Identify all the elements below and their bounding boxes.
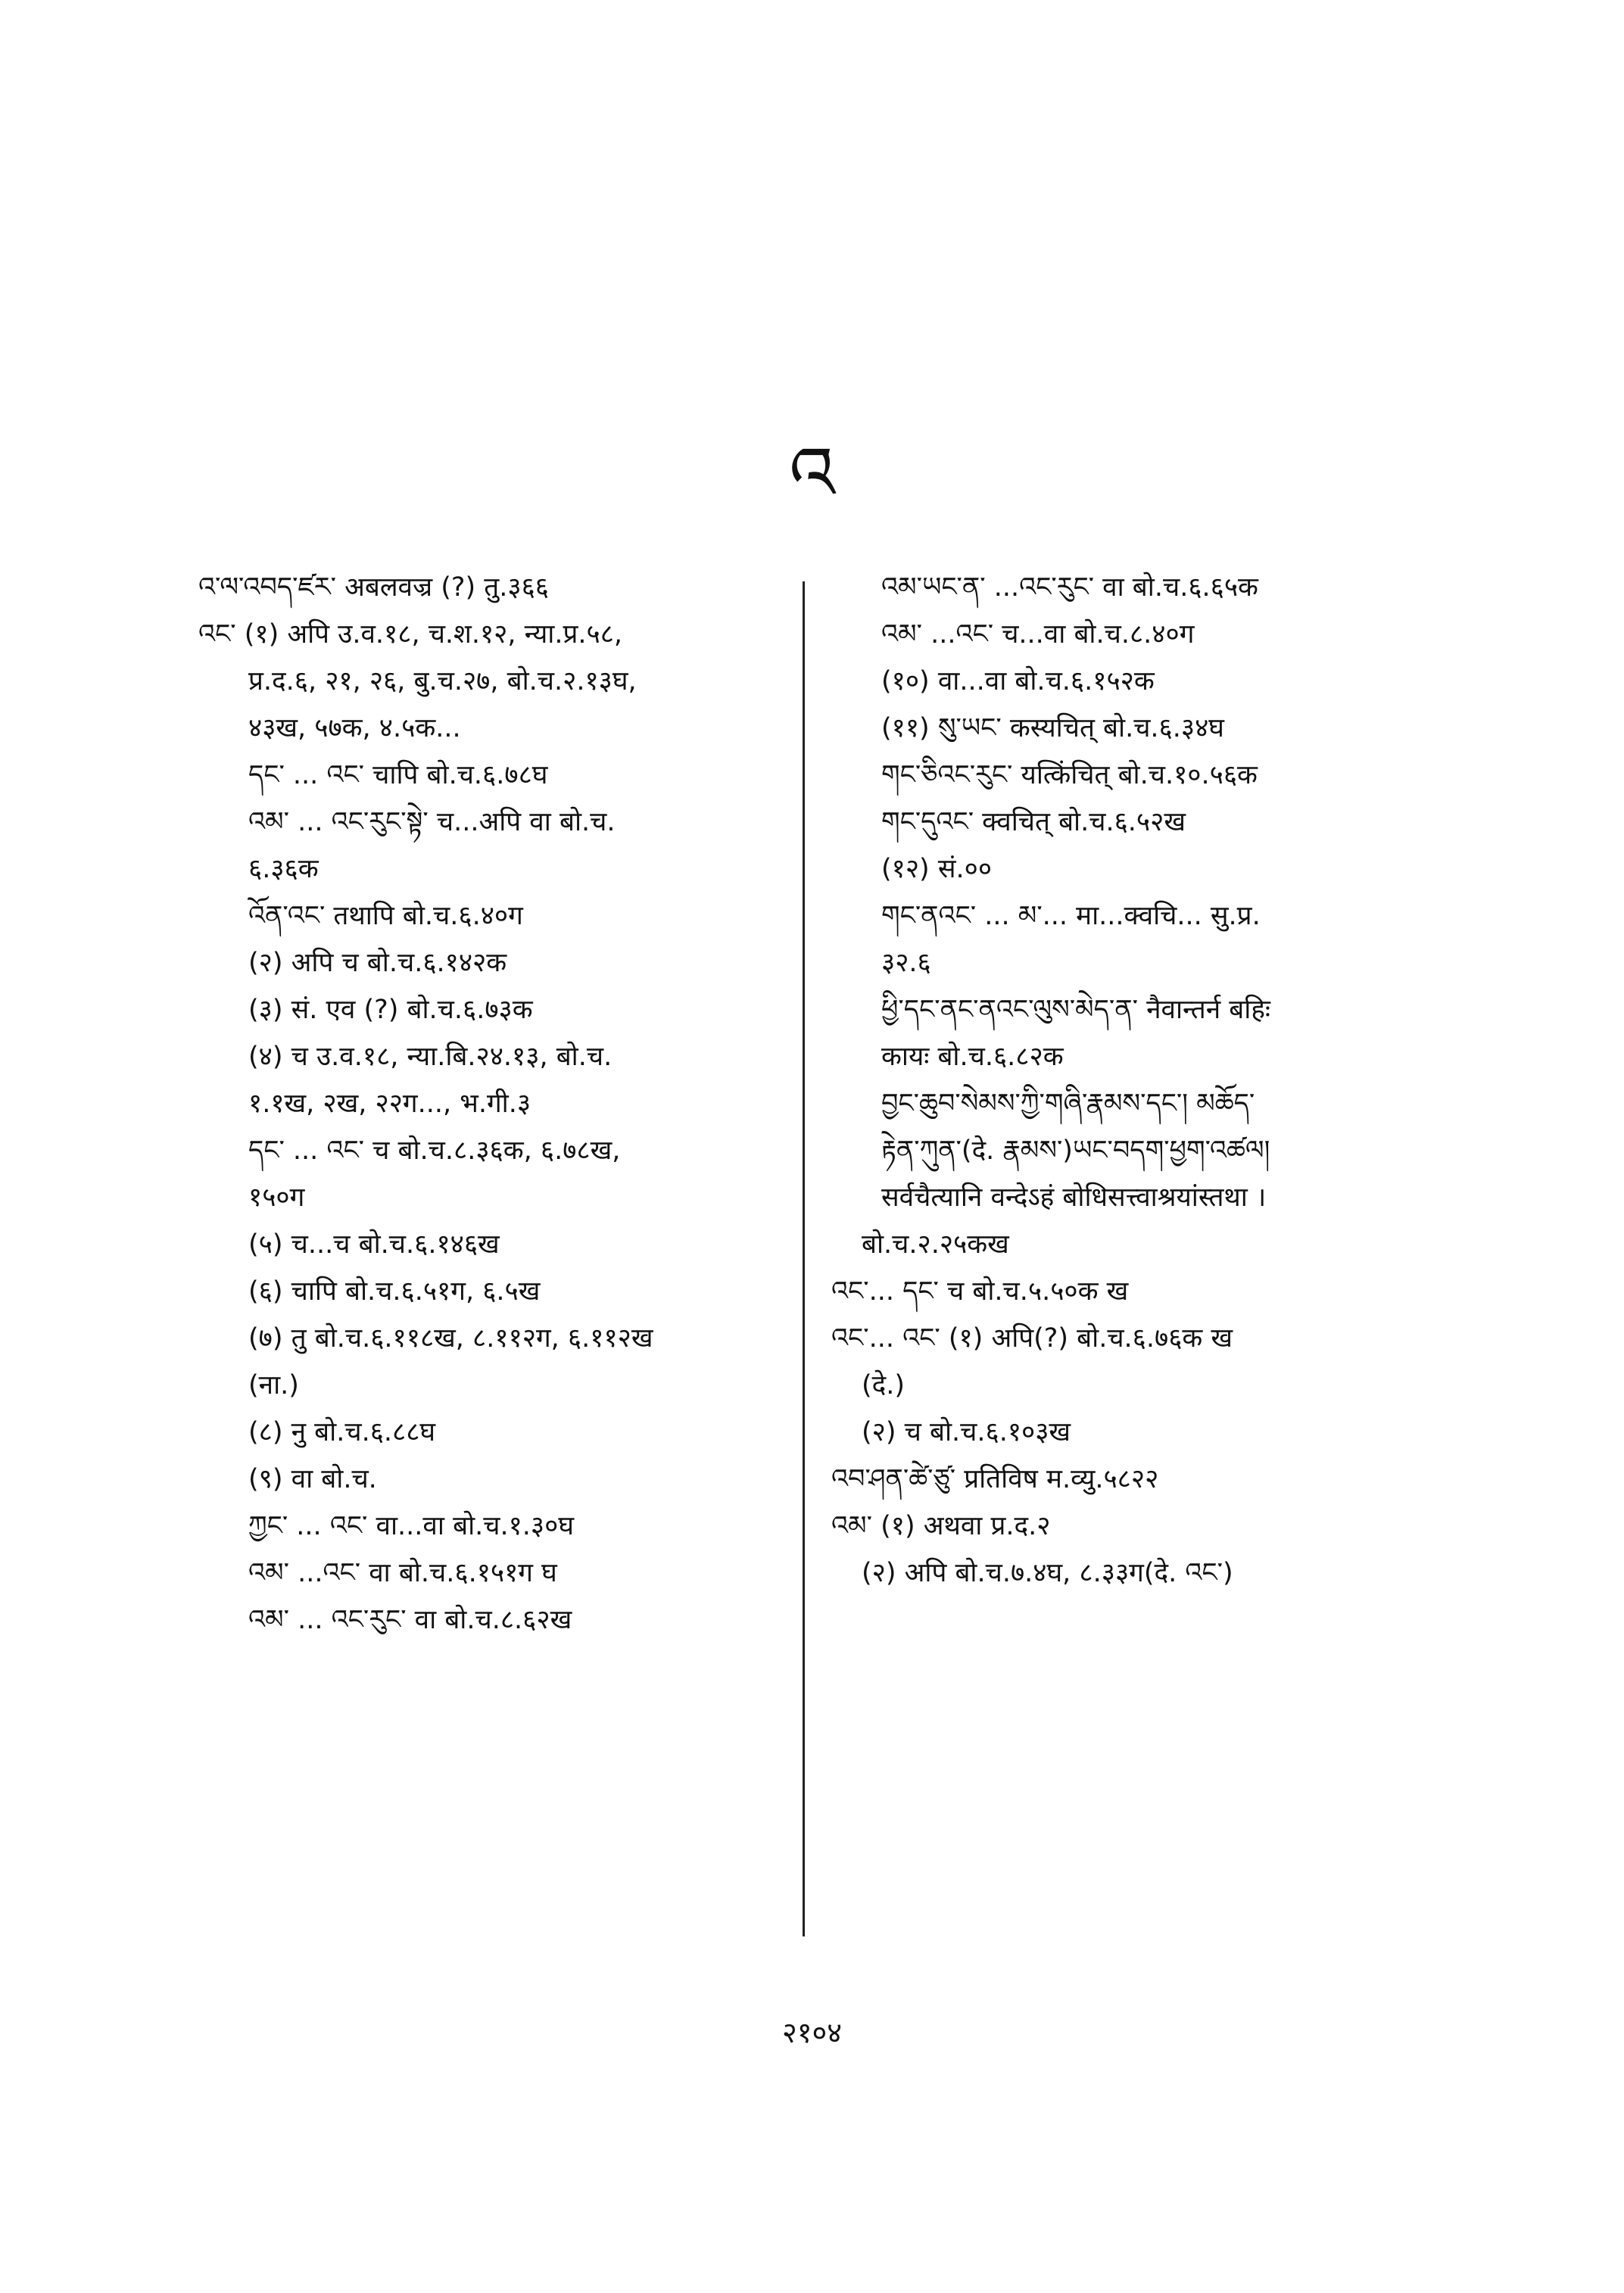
dictionary-entry: (१०) वा...वा बो.च.६.१५२क xyxy=(881,666,1155,696)
dictionary-entry: འང་... འང་ (१) अपि(?) बो.च.६.७६क ख xyxy=(831,1323,1233,1354)
dictionary-entry: कायः बो.च.६.८२क xyxy=(881,1042,1064,1072)
dictionary-entry: (२) अपि च बो.च.६.१४२क xyxy=(248,948,507,978)
dictionary-entry: सर्वचैत्यानि वन्देऽहं बोधिसत्त्वाश्रयांस्तथा । xyxy=(881,1182,1267,1213)
dictionary-entry: འོན་འང་ तथापि बो.च.६.४०ग xyxy=(248,901,523,931)
dictionary-entry: གང་དུའང་ क्वचित् बो.च.६.५२ख xyxy=(881,807,1186,837)
dictionary-entry: འང་ (१) अपि उ.व.१८, च.श.१२, न्या.प्र.५८, xyxy=(198,619,623,650)
dictionary-entry: (६) चापि बो.च.६.५१ग, ६.५ख xyxy=(248,1276,541,1307)
dictionary-entry: ཕྱི་དང་ནང་ནའང་ལུས་མེད་ན་ नैवान्तर्न बहिः xyxy=(881,995,1271,1025)
dictionary-entry: དང་ ... འང་ चापि बो.च.६.७८घ xyxy=(248,760,548,790)
dictionary-entry: (८) नु बो.च.६.८८घ xyxy=(248,1417,436,1447)
dictionary-entry: १५०ग xyxy=(248,1182,305,1213)
dictionary-entry: འམ་ ...འང་ च...वा बो.च.८.४०ग xyxy=(881,619,1195,650)
dictionary-entry: (९) वा बो.च. xyxy=(248,1464,377,1494)
dictionary-entry: འབ་ཤན་ཚེ་ཙུ་ प्रतिविष म.व्यु.५८२२ xyxy=(831,1464,1159,1494)
dictionary-entry: གང་ནའང་ ... མ་... मा...क्वचि... सु.प्र. xyxy=(881,901,1261,931)
dictionary-entry: ६.३६क xyxy=(248,854,319,884)
dictionary-entry: (दे.) xyxy=(862,1370,906,1400)
dictionary-entry: (२) च बो.च.६.१०३ख xyxy=(862,1417,1071,1447)
dictionary-entry: (७) तु बो.च.६.११८ख, ८.११२ग, ६.११२ख xyxy=(248,1323,653,1354)
dictionary-entry: འམ་ ... འང་རུང་ वा बो.च.८.६२ख xyxy=(248,1605,572,1635)
dictionary-entry: རྟེན་ཀུན་(दे. རྣམས་)ཡང་བདག་ཕྱག་འཚལ། xyxy=(881,1136,1270,1166)
left-column xyxy=(198,564,789,1643)
dictionary-entry: ཀྱང་ ... འང་ वा...वा बो.च.१.३०घ xyxy=(248,1511,575,1541)
dictionary-entry: འ་ལ་འབད་ཛར་ अबलवज्र (?) तु.३६६ xyxy=(198,572,549,603)
dictionary-entry: འམ་ (१) अथवा प्र.द.२ xyxy=(831,1511,1051,1541)
dictionary-entry: प्र.द.६, २१, २६, बु.च.२७, बो.च.२.१३घ, xyxy=(248,666,637,696)
dictionary-entry: འམ་ ... འང་རུང་སྟེ་ च...अपि वा बो.च. xyxy=(248,807,616,837)
section-letter: འ xyxy=(789,431,835,516)
dictionary-entry: ४३ख, ५७क, ४.५क... xyxy=(248,713,461,743)
dictionary-entry: (ना.) xyxy=(248,1370,299,1400)
dictionary-entry: འང་... དང་ च बो.च.५.५०क ख xyxy=(831,1276,1129,1307)
dictionary-entry: (३) सं. एव (?) बो.च.६.७३क xyxy=(248,995,533,1025)
dictionary-entry: གང་ཅིའང་རུང་ यत्किंचित् बो.च.१०.५६क xyxy=(881,760,1258,790)
dictionary-entry: འམ་ཡང་ན་ ...འང་རུང་ वा बो.च.६.६५क xyxy=(881,572,1258,603)
dictionary-entry: དང་ ... འང་ च बो.च.८.३६क, ६.७८ख, xyxy=(248,1136,621,1166)
dictionary-entry: (११) སུ་ཡང་ कस्यचित् बो.च.६.३४घ xyxy=(881,713,1224,743)
dictionary-entry: (२) अपि बो.च.७.४घ, ८.३३ग(दे. འང་) xyxy=(862,1558,1233,1588)
dictionary-entry: (१२) सं.०० xyxy=(881,854,993,884)
dictionary-entry: (४) च उ.व.१८, न्या.बि.२४.१३, बो.च. xyxy=(248,1042,613,1072)
right-column xyxy=(831,564,1482,1597)
dictionary-entry: (५) च...च बो.च.६.१४६ख xyxy=(248,1229,500,1260)
dictionary-entry: बो.च.२.२५कख xyxy=(862,1229,1009,1260)
page-number: २१०४ xyxy=(781,2016,843,2049)
dictionary-entry: १.१ख, २ख, २२ग..., भ.गी.३ xyxy=(248,1089,531,1119)
dictionary-entry: ३२.६ xyxy=(881,948,931,978)
dictionary-entry: བྱང་ཆུབ་སེམས་ཀྱི་གཞི་རྣམས་དང་། མཆོད་ xyxy=(881,1089,1255,1119)
column-divider xyxy=(803,581,805,1936)
dictionary-entry: འམ་ ...འང་ वा बो.च.६.१५१ग घ xyxy=(248,1558,557,1588)
